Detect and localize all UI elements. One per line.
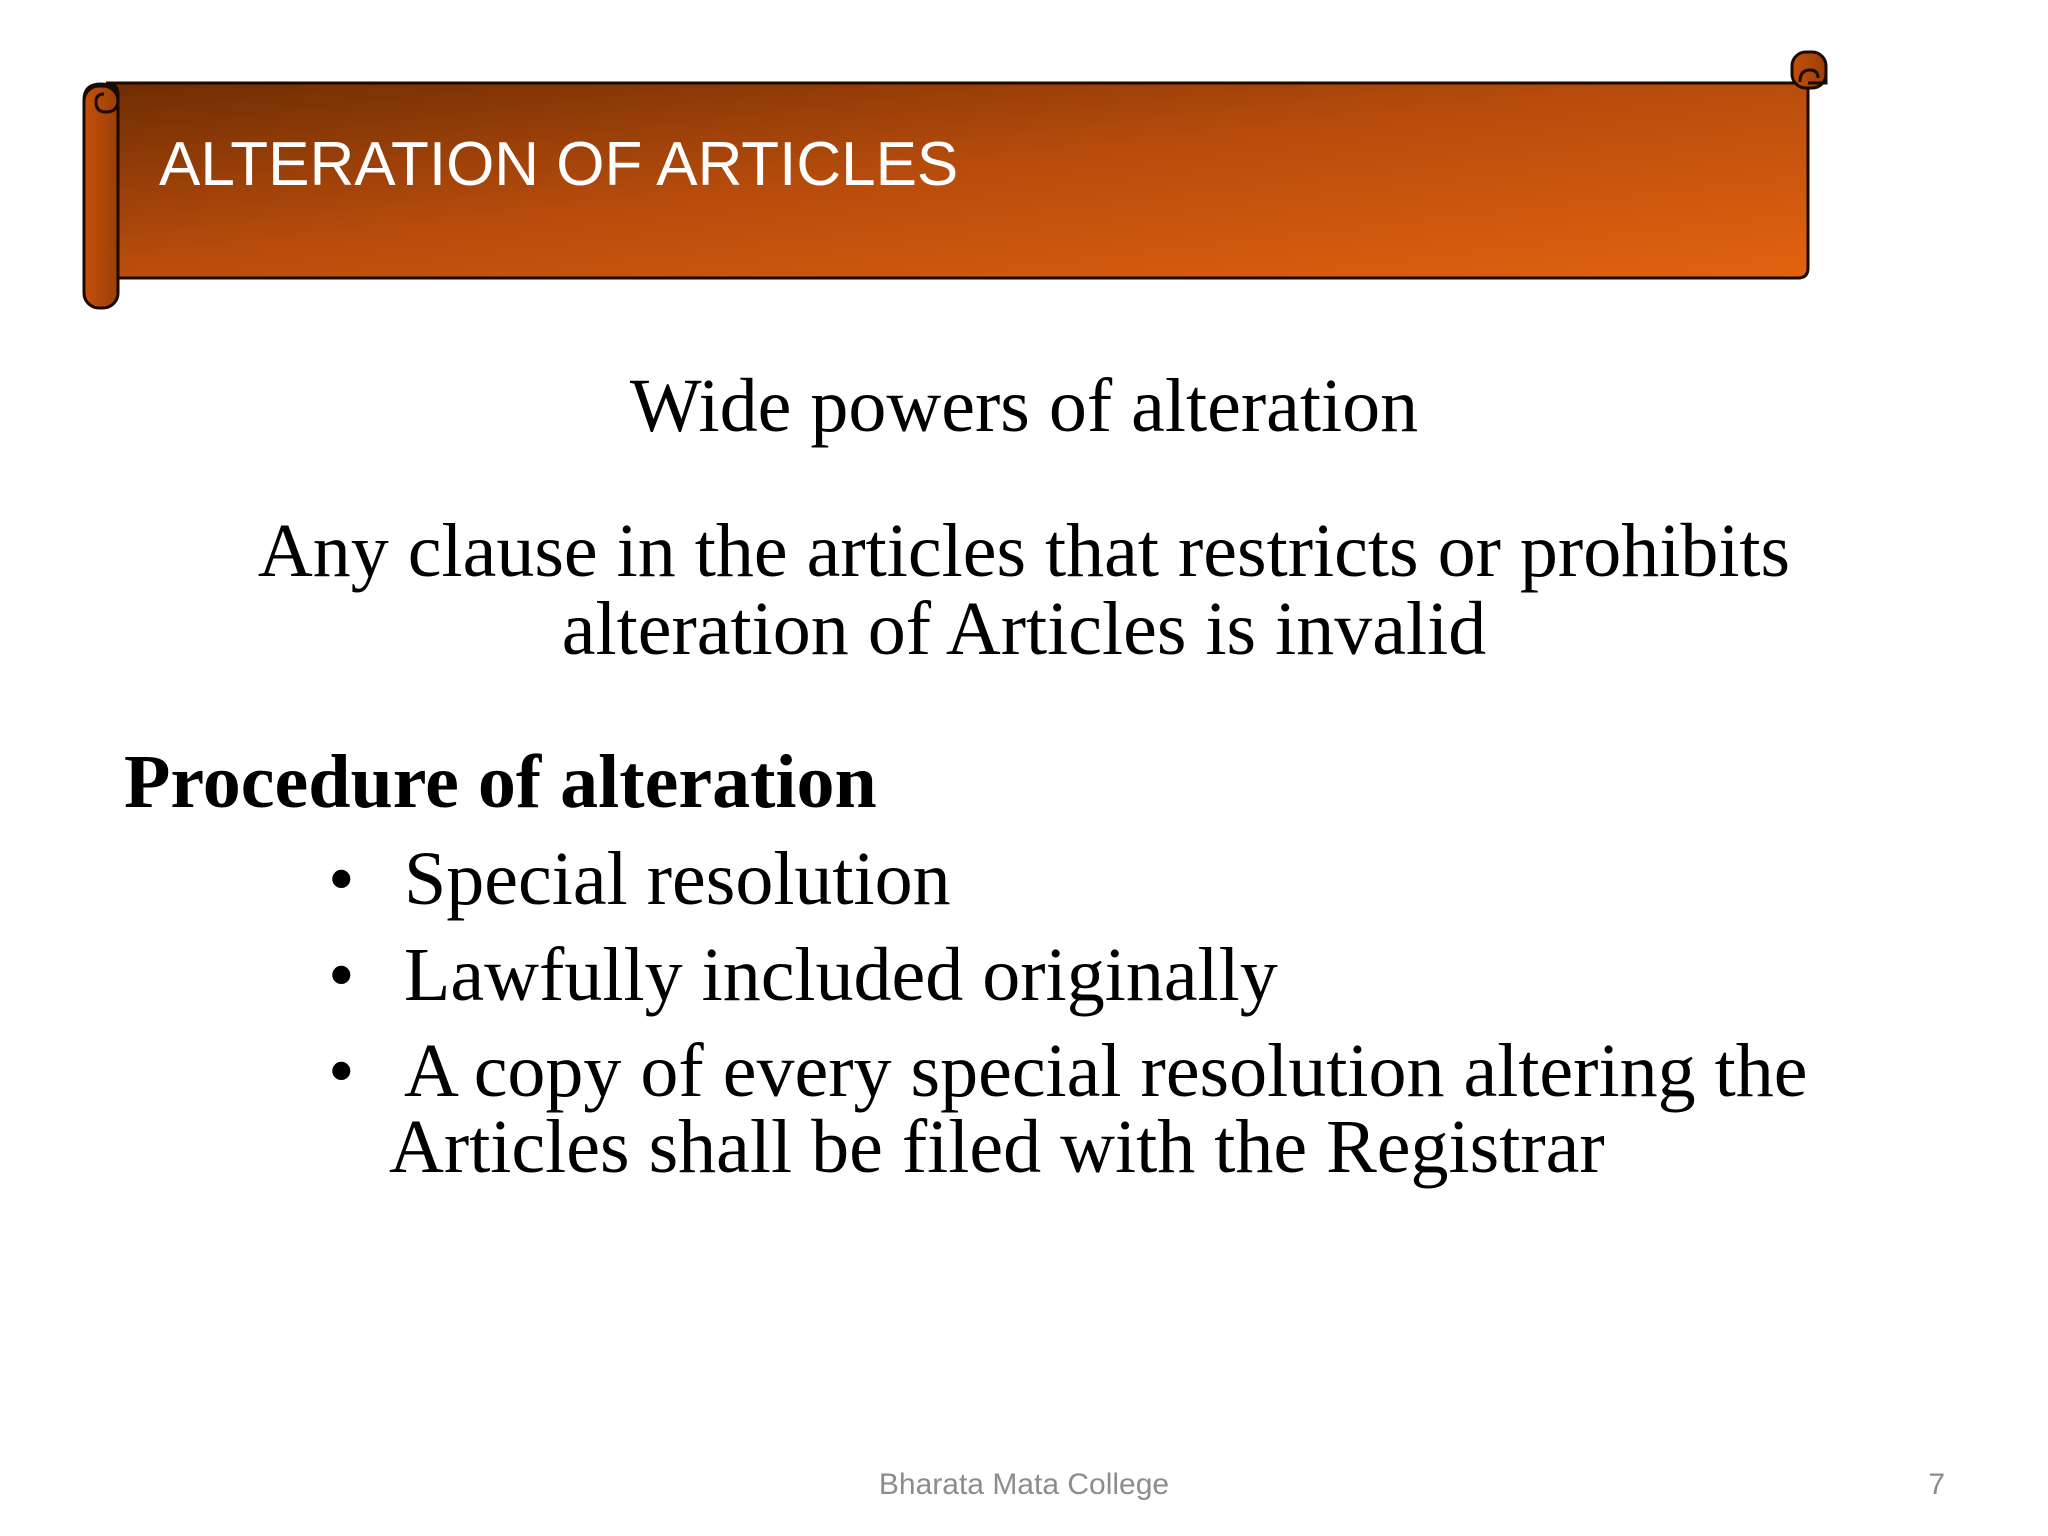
list-item-text: A copy of every special resolution altering the — [404, 1029, 1808, 1113]
procedure-heading: Procedure of alteration — [124, 740, 877, 824]
list-item — [328, 1029, 1808, 1189]
list-item-text: Special resolution — [404, 837, 951, 921]
slide-subtitle: Wide powers of alteration — [629, 364, 1419, 448]
list-item-continuation: Articles shall be filed with the Registrar — [389, 1105, 1605, 1189]
list-item-text: Lawfully included originally — [404, 933, 1278, 1017]
statement-line-2: alteration of Articles is invalid — [561, 587, 1487, 671]
statement-line-1: Any clause in the articles that restricts or prohibits — [257, 509, 1791, 593]
procedure-list — [328, 837, 1808, 1204]
bullet-icon: • — [328, 933, 355, 1017]
list-item — [328, 837, 1807, 921]
statement-text — [0, 509, 2048, 671]
footer-college-name: Bharata Mata College — [878, 1468, 1170, 1501]
slide-title: ALTERATION OF ARTICLES — [159, 130, 959, 199]
bullet-icon: • — [328, 837, 355, 921]
page-number: 7 — [1928, 1468, 1945, 1501]
list-item — [328, 933, 1807, 1017]
bullet-icon: • — [328, 1029, 355, 1113]
